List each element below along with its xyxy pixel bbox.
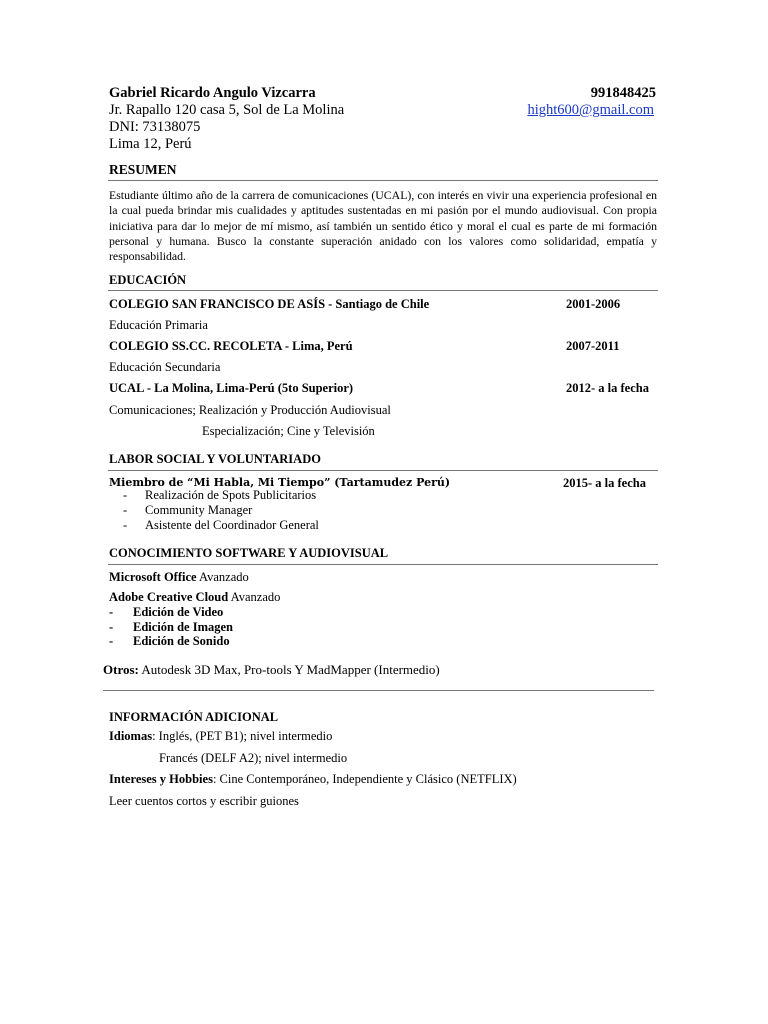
email-container (527, 101, 654, 119)
volunteer-role: Miembro de “Mi Habla, Mi Tiempo” (Tartamudez Perú) (109, 476, 451, 489)
education-detail: Comunicaciones; Realización y Producción Audiovisual (109, 403, 391, 417)
adobe-item: - Edición de Video (109, 605, 224, 619)
software-office: Microsoft Office Avanzado (109, 570, 249, 584)
education-school: COLEGIO SAN FRANCISCO DE ASÍS - Santiago de Chile (109, 297, 430, 311)
education-detail: Educación Primaria (109, 318, 208, 332)
section-title-software: CONOCIMIENTO SOFTWARE Y AUDIOVISUAL (109, 546, 389, 560)
bullet-item: - Realización de Spots Publicitarios (123, 488, 317, 502)
address: Jr. Rapallo 120 casa 5, Sol de La Molina (109, 102, 345, 118)
candidate-name: Gabriel Ricardo Angulo Vizcarra (109, 85, 316, 101)
education-dates: 2007-2011 (566, 339, 620, 353)
section-divider (108, 564, 658, 565)
section-title-labor: LABOR SOCIAL Y VOLUNTARIADO (109, 452, 321, 466)
adobe-item: - Edición de Sonido (109, 634, 230, 648)
phone-number: 991848425 (590, 85, 656, 101)
adobe-item: - Edición de Imagen (109, 620, 234, 634)
education-school: COLEGIO SS.CC. RECOLETA - Lima, Perú (109, 339, 353, 353)
volunteer-dates: 2015- a la fecha (563, 476, 646, 490)
education-dates: 2012- a la fecha (566, 381, 649, 395)
language-french: Francés (DELF A2); nivel intermedio (159, 751, 348, 765)
city: Lima 12, Perú (109, 136, 192, 152)
education-detail-specialization: Especialización; Cine y Televisión (202, 424, 375, 438)
hobby-reading: Leer cuentos cortos y escribir guiones (109, 794, 299, 808)
email-link[interactable]: hight600@gmail.com (527, 102, 654, 118)
education-dates: 2001-2006 (566, 297, 621, 311)
languages: Idiomas: Inglés, (PET B1); nivel intermedio (109, 729, 333, 743)
dni: DNI: 73138075 (109, 119, 201, 135)
section-divider (103, 690, 654, 691)
interests: Intereses y Hobbies: Cine Contemporáneo, Independiente y Clásico (NETFLIX) (109, 772, 517, 786)
bullet-item: - Asistente del Coordinador General (123, 518, 319, 532)
software-otros: Otros: Autodesk 3D Max, Pro-tools Y MadMapper (Intermedio) (103, 662, 440, 677)
bullet-item: - Community Manager (123, 503, 253, 517)
education-school: UCAL - La Molina, Lima-Perú (5to Superior) (109, 381, 354, 395)
education-detail: Educación Secundaria (109, 360, 221, 374)
section-title-educacion: EDUCACIÓN (109, 273, 187, 287)
section-divider (108, 290, 658, 291)
section-title-adicional: INFORMACIÓN ADICIONAL (109, 710, 279, 724)
section-divider (108, 470, 658, 471)
section-title-resumen: RESUMEN (109, 162, 177, 177)
summary-text: Estudiante último año de la carrera de comunicaciones (UCAL), con interés en vivir una experiencia profesional en la cual pueda brindar mis cualidades y aptitudes sustentadas en mi pasión por el mundo audiovisual. Con propia iniciativa para dar lo mejor de mí mismo, así también un sentido ético y moral el cual es parte de mi formación personal y humana. Busco la constante superación anidado con los valores como solidaridad, empatía y responsabilidad. (109, 188, 657, 264)
section-divider (108, 180, 658, 181)
software-adobe: Adobe Creative Cloud Avanzado (109, 590, 281, 604)
